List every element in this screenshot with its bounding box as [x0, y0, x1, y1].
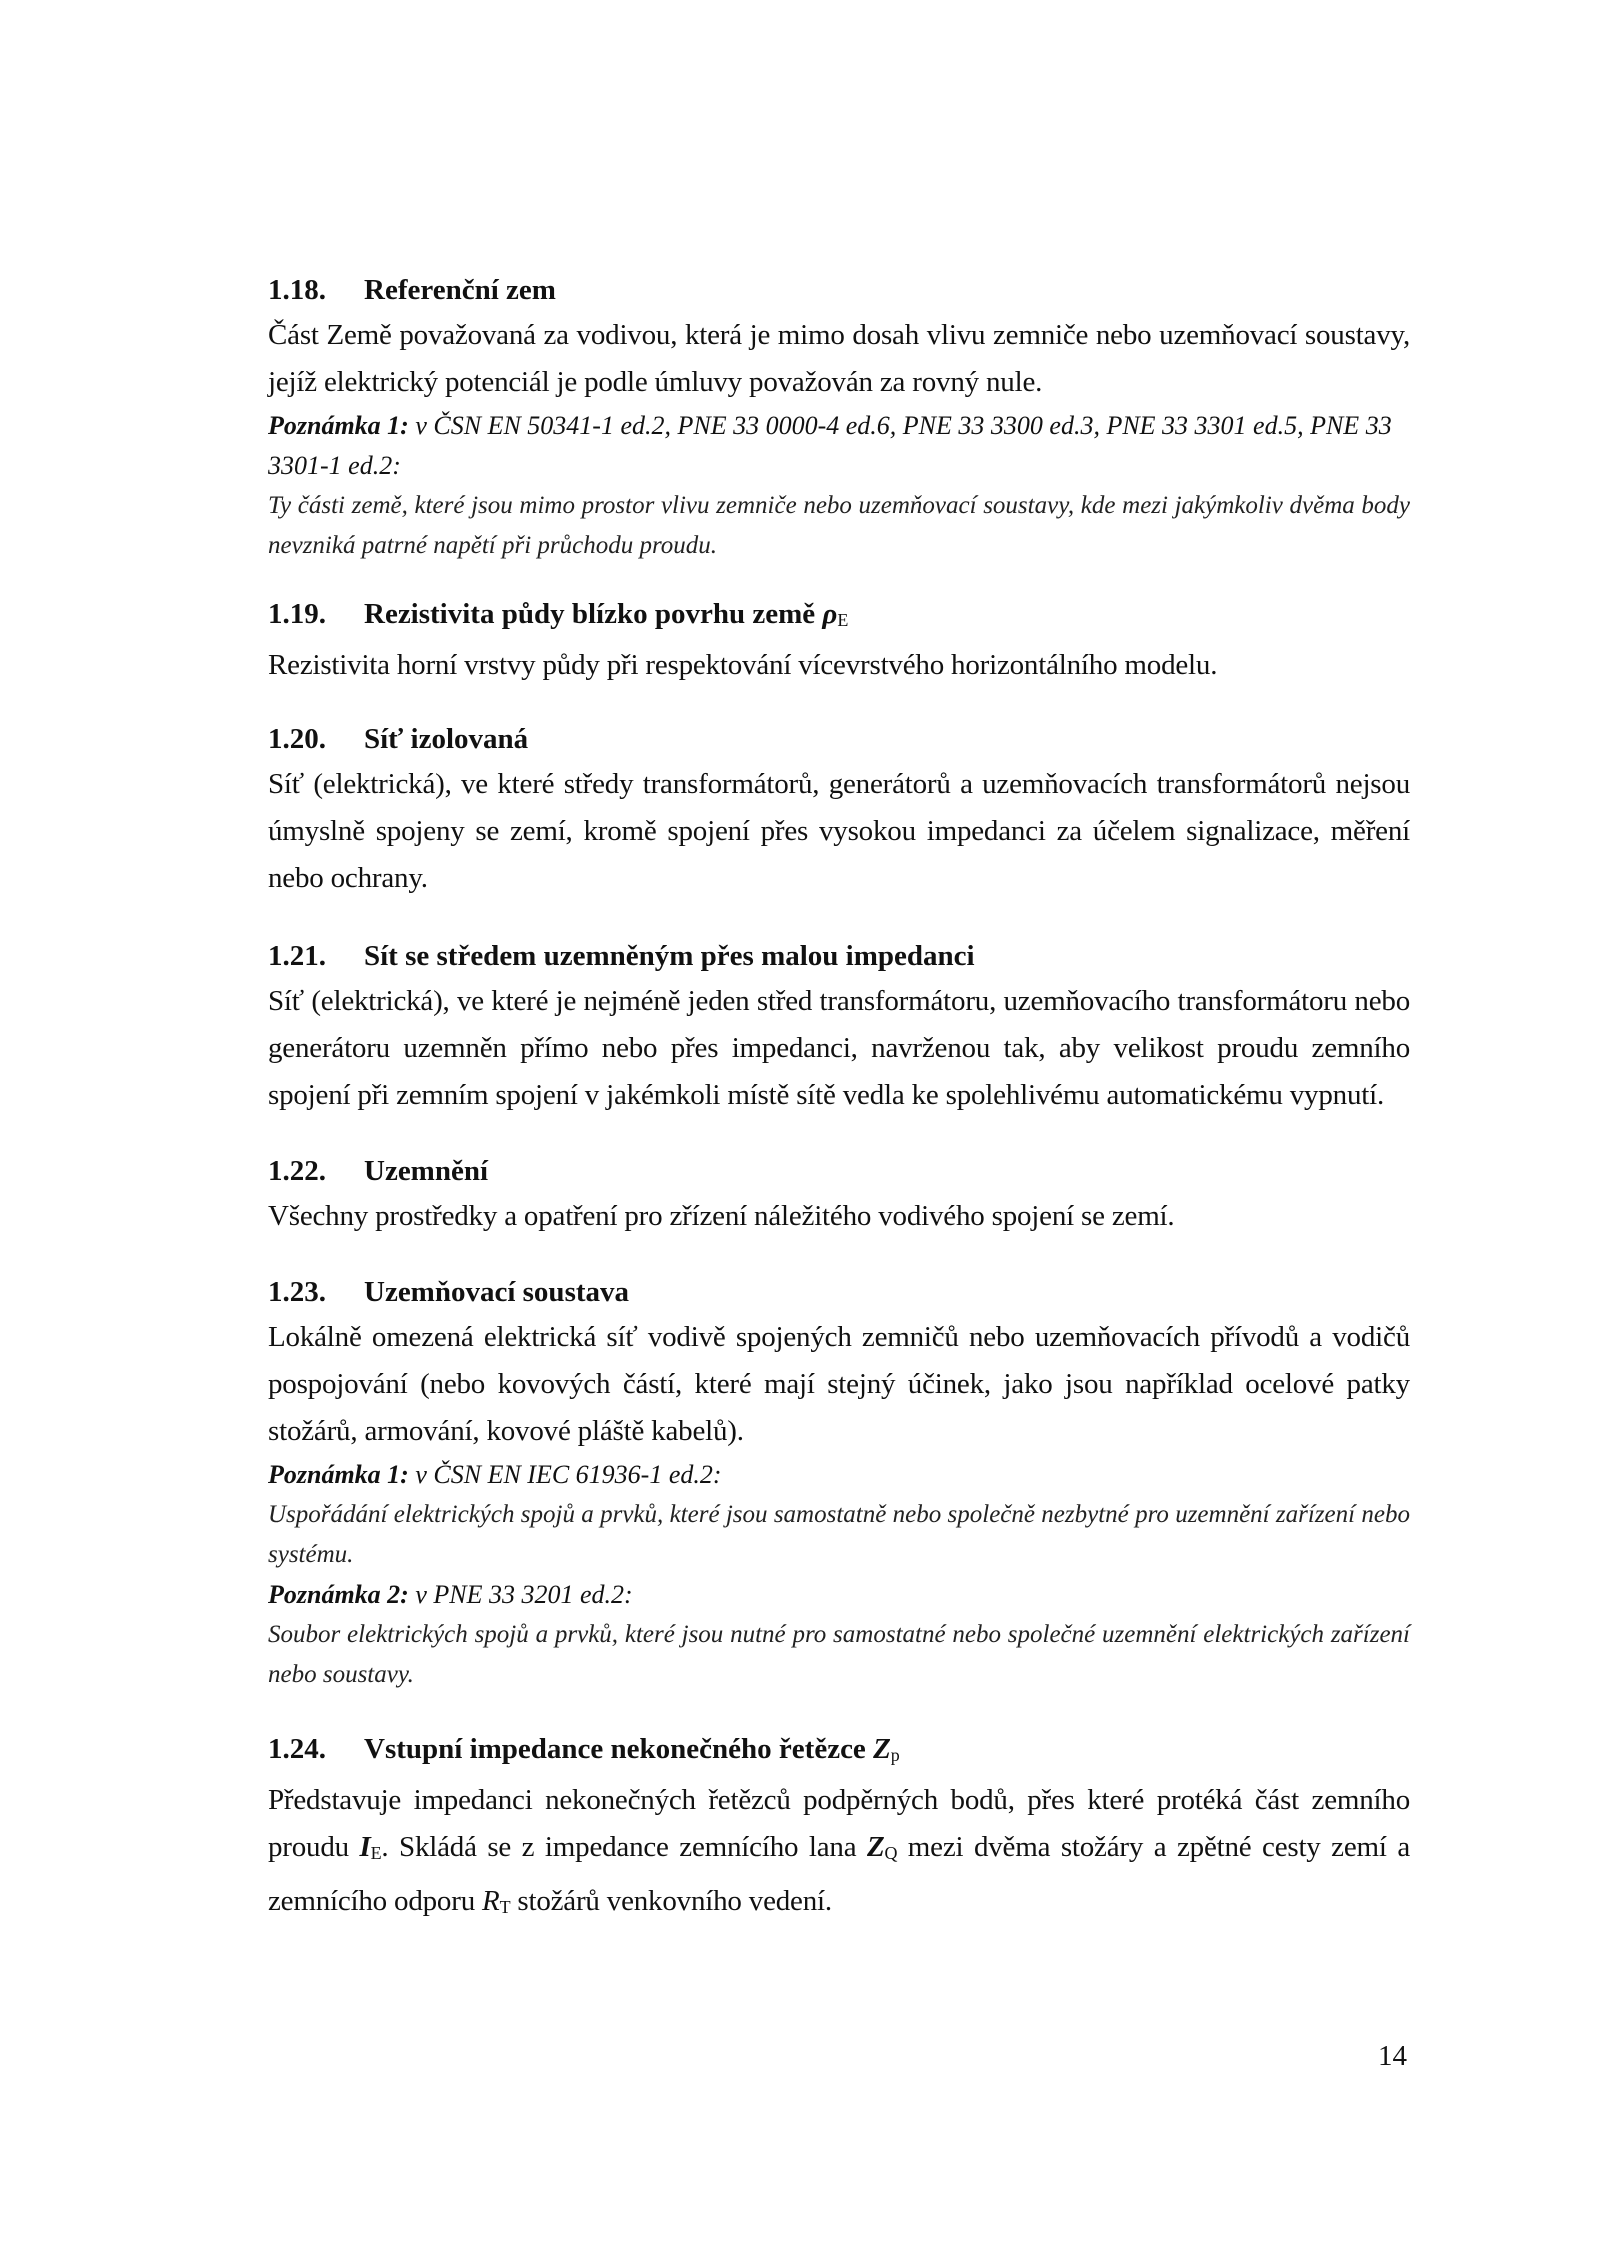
note-reference: v ČSN EN 50341-1 ed.2, PNE 33 0000-4 ed.6, PNE 33 3300 ed.3, PNE 33 3301 ed.5, PNE 33 3301-1 ed.2: — [268, 411, 1392, 480]
section-number: 1.18. — [268, 274, 326, 306]
section-1-23 — [268, 1270, 1410, 1695]
section-body: Všechny prostředky a opatření pro zřízení náležitého vodivého spojení se zemí. — [268, 1200, 1175, 1233]
symbol-subscript: Q — [884, 1843, 898, 1864]
impedance-symbol: Z — [866, 1831, 885, 1864]
note-label — [268, 1455, 1410, 1495]
section-1-22 — [268, 1149, 1410, 1240]
note-text: Uspořádání elektrických spojů a prvků, které jsou samostatně nebo společně nezbytné pro uzemnění zařízení nebo systému. — [268, 1501, 1410, 1569]
section-1-18 — [268, 268, 1410, 566]
note-text: Soubor elektrických spojů a prvků, které jsou nutné pro samostatné nebo společné uzemnění elektrických zařízení nebo soustavy. — [268, 1621, 1410, 1689]
body-text: . Skládá se z impedance zemnícího lana — [381, 1831, 867, 1864]
section-body: Rezistivita horní vrstvy půdy při respektování vícevrstvého horizontálního modelu. — [268, 649, 1218, 682]
section-title: Sít se středem uzemněným přes malou impedanci — [364, 940, 975, 973]
body-text: stožárů venkovního vedení. — [510, 1884, 832, 1917]
section-title: Vstupní impedance nekonečného řetězce — [364, 1733, 874, 1766]
section-title: Uzemnění — [364, 1155, 489, 1188]
section-heading — [268, 1149, 1410, 1193]
section-body: Lokálně omezená elektrická síť vodivě spojených zemničů nebo uzemňovacích přívodů a vodičů pospojování (nebo kovových částí, které mají stejný účinek, jako jsou například ocelové patky stožárů, armování, kovové pláště kabelů). — [268, 1321, 1410, 1448]
section-1-20 — [268, 717, 1410, 902]
section-heading — [268, 592, 1410, 642]
body-text: mezi dvěma stožáry a zpětné cesty zemí a zemnícího odporu — [268, 1831, 1410, 1917]
symbol-subscript: T — [499, 1896, 511, 1917]
page-number: 14 — [1378, 2040, 1407, 2072]
section-number: 1.22. — [268, 1155, 326, 1188]
section-heading — [268, 268, 1410, 312]
section-heading — [268, 1270, 1410, 1314]
section-title: Síť izolovaná — [364, 723, 529, 756]
current-symbol: I — [359, 1831, 371, 1864]
note-label — [268, 1575, 1410, 1615]
note-reference: v ČSN EN IEC 61936-1 ed.2: — [408, 1460, 722, 1490]
resistance-symbol: R — [482, 1884, 500, 1917]
section-number: 1.24. — [268, 1733, 326, 1766]
section-body: Část Země považovaná za vodivou, která je mimo dosah vlivu zemniče nebo uzemňovací soustavy, jejíž elektrický potenciál je podle úmluvy považován za rovný nule. — [268, 319, 1410, 398]
note-reference: v PNE 33 3201 ed.2: — [408, 1580, 633, 1610]
note-text: Ty části země, které jsou mimo prostor vlivu zemniče nebo uzemňovací soustavy, kde mezi jakýmkoliv dvěma body nevzniká patrné napětí při průchodu proudu. — [268, 492, 1410, 559]
section-1-19 — [268, 592, 1410, 689]
section-1-21 — [268, 934, 1410, 1119]
section-heading — [268, 1727, 1410, 1777]
section-heading — [268, 934, 1410, 978]
note-label-text: Poznámka 1: — [268, 411, 409, 440]
symbol-subscript: p — [890, 1745, 900, 1766]
section-1-24 — [268, 1727, 1410, 1931]
body-text: Představuje impedanci nekonečných řetězců podpěrných bodů, přes které protéká část zemního proudu — [268, 1784, 1410, 1864]
section-number: 1.23. — [268, 1276, 326, 1309]
section-body — [268, 1777, 1410, 1930]
rho-symbol: ρ — [822, 598, 838, 630]
section-title: Uzemňovací soustava — [364, 1276, 630, 1309]
note-label — [268, 406, 1410, 486]
section-heading — [268, 717, 1410, 761]
section-body: Síť (elektrická), ve které je nejméně jeden střed transformátoru, uzemňovacího transformátoru nebo generátoru uzemněn přímo nebo přes impedanci, navrženou tak, aby velikost proudu zemního spojení při zemním spojení v jakémkoli místě sítě vedla ke spolehlivému automatickému vypnutí. — [268, 985, 1410, 1112]
note-label-text: Poznámka 2: — [268, 1580, 409, 1610]
note-label-text: Poznámka 1: — [268, 1460, 409, 1490]
symbol-subscript: E — [837, 610, 849, 631]
section-body: Síť (elektrická), ve které středy transformátorů, generátorů a uzemňovacích transformátorů nejsou úmyslně spojeny se zemí, kromě spojení přes vysokou impedanci za účelem signalizace, měření nebo ochrany. — [268, 768, 1410, 895]
document-page — [268, 268, 1410, 1931]
impedance-symbol: Z — [873, 1733, 891, 1766]
section-title: Referenční zem — [364, 274, 556, 306]
section-number: 1.20. — [268, 723, 326, 756]
symbol-subscript: E — [370, 1843, 382, 1864]
section-number: 1.21. — [268, 940, 326, 973]
section-title: Rezistivita půdy blízko povrhu země — [364, 598, 823, 630]
section-number: 1.19. — [268, 598, 326, 630]
